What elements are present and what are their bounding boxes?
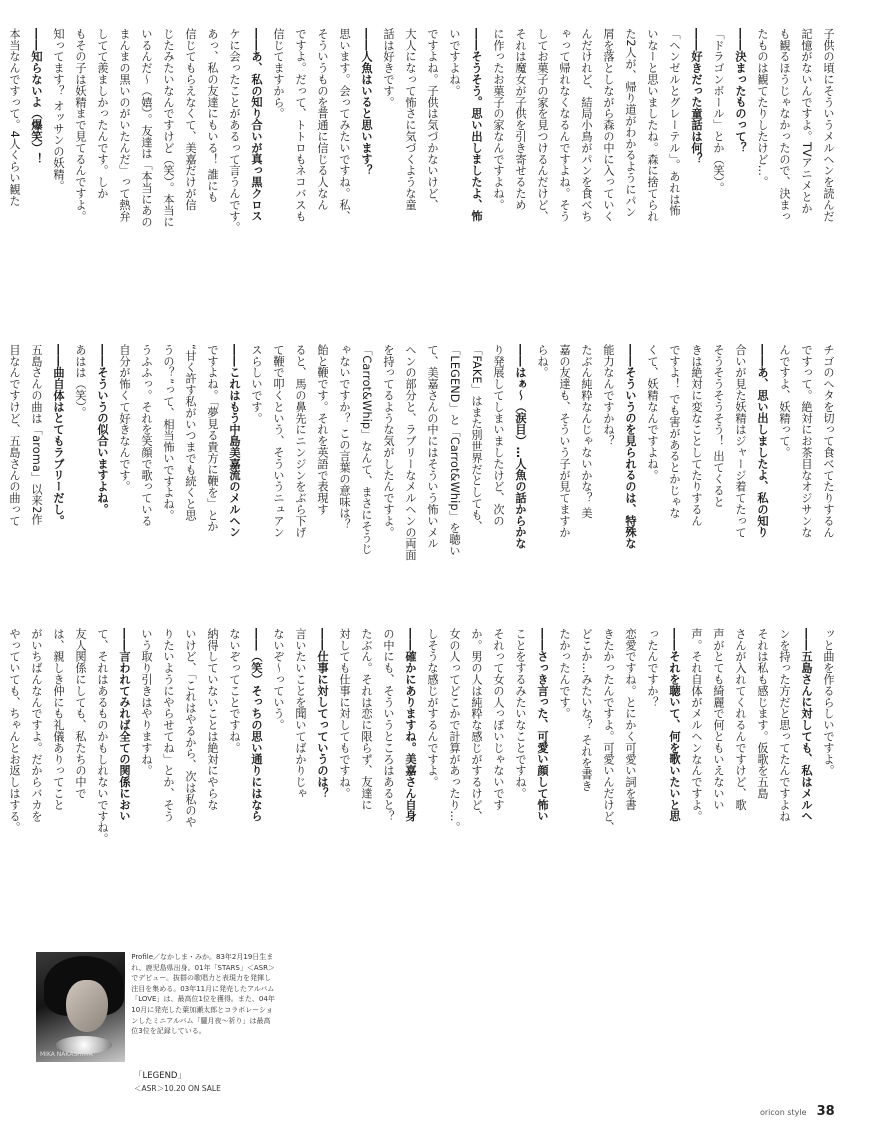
magazine-name: oricon style bbox=[760, 1108, 807, 1117]
text-column: て鞭で叩くという、そういうニュアン bbox=[272, 344, 285, 538]
text-column: しそうな感じがするんですよ。 bbox=[426, 628, 439, 788]
album-title: 「LEGEND」 bbox=[134, 1071, 186, 1081]
text-column: 声。それ自体がメルヘンなんですよ。 bbox=[690, 628, 703, 822]
profile-text: Profile／なかしま・みか。83年2月19日生まれ、鹿児島県出身。01年「STARS」＜ASR＞でデビュー。抜群の歌唱力と表現力を発揮し注目を集める。03年11月に発売したアルバム「LOVE」は、最高位1位を獲得。また、04年10月に発売した葉加瀬太郎とコラボレーションしたミニアルバム「朧月夜～祈り」は最高位3位を記録している。 bbox=[131, 953, 275, 1036]
text-column: そういうものを普通に信じる人なん bbox=[316, 28, 329, 211]
text-column: 友人関係にしても、私たちの中で bbox=[74, 628, 87, 799]
text-column: 知ってます？ オッサンの妖精。 bbox=[52, 28, 65, 192]
text-column: り発展してしまいましたけど、次の bbox=[492, 344, 505, 527]
text-column: 合いが見た妖精はジャージ着てたって bbox=[734, 344, 747, 538]
text-column: チゴのヘタを切って食べてたりするん bbox=[822, 344, 835, 538]
text-column: ゃないですか？ この言葉の意味は？ bbox=[338, 344, 351, 531]
text-column: は、親しき仲にも礼儀ありってこと bbox=[52, 628, 65, 811]
text-column: 能力なんですかね？ bbox=[602, 344, 615, 447]
text-column: たぶん純粋なんじゃないかな？ 美 bbox=[580, 344, 593, 519]
text-column: ――仕事に対してっていうのは？ bbox=[316, 628, 329, 799]
text-column: 子供の頃にそういうメルヘンを読んだ bbox=[822, 28, 835, 222]
text-column: ことをするみたいなことですね。 bbox=[514, 628, 527, 799]
text-column: ッと曲を作るらしいですよ。 bbox=[822, 628, 835, 777]
text-column: くて、妖精なんですよね。 bbox=[646, 344, 659, 481]
text-column: た2人が、帰り道がわかるようにパン bbox=[624, 28, 637, 218]
text-column: て、それはあるものかもしれないですね。 bbox=[96, 628, 109, 845]
text-column: に作ったお菓子の家なんですよね。 bbox=[492, 28, 505, 211]
photo-caption: MIKA NAKASHIMA bbox=[40, 1051, 93, 1058]
text-column: 記憶がないんですよ。TVアニメとか bbox=[800, 28, 813, 214]
article-tier-1 bbox=[8, 28, 839, 338]
text-column: いなーと思いましたね。森に捨てられ bbox=[646, 28, 659, 222]
album-info bbox=[134, 1069, 274, 1094]
text-column: うの？”って、相当怖いですよね。 bbox=[162, 344, 175, 521]
text-column: いう取り引きはやりますね。 bbox=[140, 628, 153, 777]
text-column: 女の人ってどこかで計算があったり…。 bbox=[448, 628, 461, 834]
text-column: ――確かにありますね。美嘉さん自身 bbox=[404, 628, 417, 822]
text-column: ないぞ～っていう。 bbox=[272, 628, 285, 731]
text-column: それって女の人っぽいじゃないです bbox=[492, 628, 505, 811]
text-column: 屑を落としながら森の中に入っていく bbox=[602, 28, 615, 222]
page-number: 38 bbox=[816, 1104, 835, 1119]
text-column: 「Carrot&Whip」なんて、まさにそうじ bbox=[360, 344, 373, 555]
text-column: ないぞってことですね。 bbox=[228, 628, 241, 754]
text-column: してて羨ましかったんです。しか bbox=[96, 28, 109, 199]
text-column: を持ってるような気がしたんですよ。 bbox=[382, 344, 395, 538]
article-tier-3 bbox=[8, 628, 839, 928]
text-column: やっていても、ちゃんとお返しはする。 bbox=[8, 628, 21, 834]
text-column: 「FAKE」はまた別世界だとしても、 bbox=[470, 344, 483, 532]
text-column: 五島さんの曲は「aroma」以来2作 bbox=[30, 344, 43, 525]
text-column: も観るほうじゃなかったので、決まっ bbox=[778, 28, 791, 222]
text-column: それは魔女が子供を引き寄せるため bbox=[514, 28, 527, 211]
text-column: 声がとても綺麗で何ともいえないい bbox=[712, 628, 725, 811]
album-release: ＜ASR＞10.20 ON SALE bbox=[134, 1084, 221, 1093]
text-column: んですよ、妖精って。 bbox=[778, 344, 791, 458]
text-column: 信じてますから。 bbox=[272, 28, 285, 120]
text-column: がいちばんなんですよ。だからバカを bbox=[30, 628, 43, 822]
text-column: 思います。会ってみたいですね。私、 bbox=[338, 28, 351, 222]
text-column: んだけれど、結局小鳥がパンを食べち bbox=[580, 28, 593, 222]
text-column: 「LEGEND」と「Carrot&Whip」を聴い bbox=[448, 344, 461, 557]
text-column: ――これはもう中島美嘉流のメルヘン bbox=[228, 344, 241, 538]
text-column: 話は好きです。 bbox=[382, 28, 395, 108]
text-column: か。男の人は純粋な感じがするけど、 bbox=[470, 628, 483, 822]
artist-photo bbox=[36, 952, 125, 1062]
text-column: さんが入れてくれるんですけど、歌 bbox=[734, 628, 747, 811]
text-column: ――人魚はいると思います？ bbox=[360, 28, 373, 177]
text-column: ――そうそう。思い出しましたよ、怖 bbox=[470, 28, 483, 222]
text-column: 嘉の友達も、そういう子が見てますか bbox=[558, 344, 571, 538]
text-column: 納得していないことは絶対にやらな bbox=[206, 628, 219, 811]
text-column: あっ、私の友達にもいる！ 誰にも bbox=[206, 28, 219, 203]
photo-face bbox=[66, 980, 108, 1032]
text-column: ですよね。子供は気づかないけど、 bbox=[426, 28, 439, 211]
text-column: ですって。絶対にお茶目なオジサンな bbox=[800, 344, 813, 538]
text-column: 「ドラゴンボール」とか（笑）。 bbox=[712, 28, 725, 194]
text-column: ――決まったものって？ bbox=[734, 28, 747, 154]
text-column: ――そういうのを見られるのは、特殊な bbox=[624, 344, 637, 550]
text-column: ――はぁ～（涙目）…人魚の話からかな bbox=[514, 344, 527, 550]
text-column: もその子は妖精まで見てるんですよ。 bbox=[74, 28, 87, 222]
text-column: ゃって帰れなくなるんですよね。そう bbox=[558, 28, 571, 222]
text-column: まんまの黒いのがいたんだ」って熱弁 bbox=[118, 28, 131, 222]
text-column: ですよ！ でも害があるとかじゃな bbox=[668, 344, 681, 519]
text-column: ――さっき言った、可愛い顔して怖い bbox=[536, 628, 549, 822]
text-column: 大人になって怖さに気づくような童 bbox=[404, 28, 417, 211]
text-column: 言いたいことを聞いてばかりじゃ bbox=[294, 628, 307, 799]
page-footer bbox=[760, 1100, 835, 1119]
text-column: 目なんですけど、五島さんの曲って bbox=[8, 344, 21, 527]
text-column: 本当なんですって。4人くらい観た bbox=[8, 28, 21, 207]
text-column: きは絶対に変なことしてたりするん bbox=[690, 344, 703, 527]
text-column: ――あ、思い出しましたよ、私の知り bbox=[756, 344, 769, 538]
text-column: いるんだ～（嬉）。友達は「本当にあの bbox=[140, 28, 153, 228]
text-column: ると、馬の鼻先にニンジンをぶら下げ bbox=[294, 344, 307, 538]
text-column: ――あ、私の知り合いが真っ黒クロス bbox=[250, 28, 263, 222]
text-column: うふふっ。それを笑顔で歌っている bbox=[140, 344, 153, 527]
text-column: “甘く許す私がいつまでも続くと思 bbox=[184, 344, 197, 521]
text-column: きたかったんですよ。可愛いんだけど、 bbox=[602, 628, 615, 834]
text-column: て、美嘉さんの中にはそういう怖いメル bbox=[426, 344, 439, 550]
text-column: ――知らないよ（爆笑）！ bbox=[30, 28, 43, 165]
text-column: 恋愛ですね。とにかく可愛い詞を書 bbox=[624, 628, 637, 811]
text-column: ケに会ったことがあるって言うんです。 bbox=[228, 28, 241, 234]
text-column: ――言われてみれば全ての関係におい bbox=[118, 628, 131, 822]
text-column: ――それを聴いて、何を歌いたいと思 bbox=[668, 628, 681, 822]
text-column: りたいようにやらせてね」とか、そう bbox=[162, 628, 175, 822]
text-column: いけど、「これはやるから、次は私のや bbox=[184, 628, 197, 828]
text-column: スらしいです。 bbox=[250, 344, 263, 424]
text-column: じたみたいなんですけど（笑）。本当に bbox=[162, 28, 175, 228]
text-column: ですよね。「夢見る貴方に鞭を」とか bbox=[206, 344, 219, 533]
text-column: あはは（笑）。 bbox=[74, 344, 87, 419]
text-column: の中にも、そういうところはあると？ bbox=[382, 628, 395, 822]
profile-box bbox=[36, 952, 276, 1062]
text-column: そうそうそうそう！ 出てくると bbox=[712, 344, 725, 508]
text-column: ――（笑）そっちの思い通りにはなら bbox=[250, 628, 263, 822]
text-column: たものは観てたりしたけど…。 bbox=[756, 28, 769, 188]
text-column: 自分が怖くて好きなんです。 bbox=[118, 344, 131, 493]
text-column: ――そういうの似合いますよね。 bbox=[96, 344, 109, 515]
text-column: 「ヘンゼルとグレーテル」。あれは怖 bbox=[668, 28, 681, 217]
text-column: どこか…みたいな？ それを書き bbox=[580, 628, 593, 792]
text-column: ったんですか？ bbox=[646, 628, 659, 708]
text-column: ――曲自体はとてもラブリーだし。 bbox=[52, 344, 65, 527]
text-column: 対しても仕事に対してもですね。 bbox=[338, 628, 351, 799]
text-column: してお菓子の家を見つけるんだけど、 bbox=[536, 28, 549, 222]
text-column: ――好きだった童話は何？ bbox=[690, 28, 703, 165]
text-column: 信じてもらえなくて、美嘉だけが信 bbox=[184, 28, 197, 211]
text-column: 飴と鞭です。それを英語で表現す bbox=[316, 344, 329, 515]
text-column: たかったんです。 bbox=[558, 628, 571, 720]
text-column: ンを持った方だと思ってたんですよね bbox=[778, 628, 791, 822]
text-column: いですよね。 bbox=[448, 28, 461, 97]
text-column: それは私も感じます。仮歌を五島 bbox=[756, 628, 769, 799]
text-column: らね。 bbox=[536, 344, 549, 379]
text-column: ――五島さんに対しても、私はメルヘ bbox=[800, 628, 813, 822]
text-column: ですよ。だって、トトロもネコバスも bbox=[294, 28, 307, 222]
text-column: たぶん。それは恋に限らず、友達に bbox=[360, 628, 373, 811]
article-tier-2 bbox=[8, 344, 839, 622]
text-column: ヘンの部分と、ラブリーなメルヘンの両面 bbox=[404, 344, 417, 561]
